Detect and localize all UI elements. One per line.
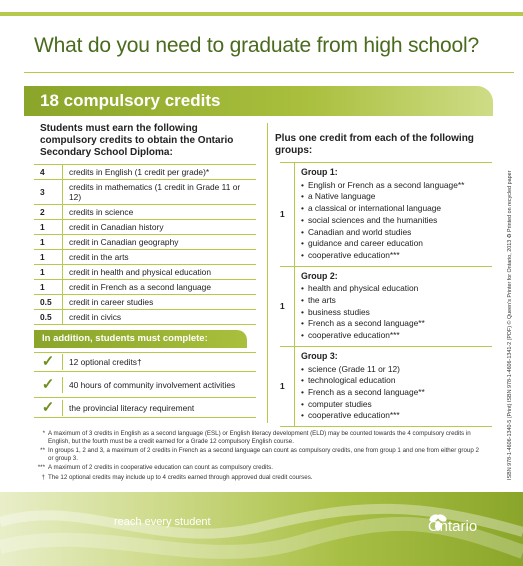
group-title: Group 3: bbox=[301, 350, 338, 361]
group-item: • guidance and career education bbox=[301, 238, 492, 250]
footnote-text: The 12 optional credits may include up to 4 credits earned through approved dual credit courses. bbox=[48, 473, 313, 481]
group-item: • French as a second language** bbox=[301, 318, 492, 330]
credit-row bbox=[34, 265, 256, 280]
footnote-text: A maximum of 2 credits in cooperative education can count as compulsory credits. bbox=[48, 464, 273, 472]
checklist-item bbox=[34, 398, 256, 418]
credit-count: 2 bbox=[40, 207, 45, 217]
footer-tagline: reach every student bbox=[114, 516, 211, 528]
group-credit-count: 1 bbox=[280, 381, 285, 392]
footnote-mark: * bbox=[42, 430, 45, 437]
credit-text: credit in civics bbox=[62, 310, 256, 324]
group-3 bbox=[280, 347, 492, 427]
footnote bbox=[34, 430, 484, 445]
requirements-checklist bbox=[34, 352, 256, 418]
compulsory-credits-banner bbox=[24, 86, 493, 116]
group-item: • English or French as a second language** bbox=[301, 180, 492, 192]
credit-text: credit in Canadian geography bbox=[62, 235, 256, 249]
compulsory-intro: Students must earn the following compulsory credits to obtain the Ontario Secondary School Diploma: bbox=[40, 123, 234, 158]
group-item: • health and physical education bbox=[301, 283, 492, 295]
credit-row bbox=[34, 164, 256, 180]
group-item: • cooperative education*** bbox=[301, 250, 492, 262]
credit-count: 1 bbox=[40, 222, 45, 232]
credit-row bbox=[34, 180, 256, 205]
group-item: • business studies bbox=[301, 307, 492, 319]
credit-text: credit in the arts bbox=[62, 250, 256, 264]
group-item: • social sciences and the humanities bbox=[301, 215, 492, 227]
ontario-logo-text: Ontario bbox=[428, 518, 478, 535]
page-title: What do you need to graduate from high school? bbox=[34, 34, 479, 57]
credit-count: 3 bbox=[40, 187, 45, 197]
publication-info bbox=[500, 150, 514, 480]
credit-count: 4 bbox=[40, 167, 45, 177]
group-credit-count: 1 bbox=[280, 209, 285, 220]
addition-heading: In addition, students must complete: bbox=[42, 333, 208, 344]
group-item: • cooperative education*** bbox=[301, 410, 492, 422]
credit-text: credit in health and physical education bbox=[62, 265, 256, 279]
credit-row bbox=[34, 250, 256, 265]
addition-banner bbox=[34, 330, 247, 348]
credit-row bbox=[34, 205, 256, 220]
group-item: • Canadian and world studies bbox=[301, 227, 492, 239]
credit-text: credits in mathematics (1 credit in Grade 11 or 12) bbox=[62, 180, 256, 204]
credit-text: credits in science bbox=[62, 205, 256, 219]
group-title: Group 1: bbox=[301, 167, 338, 177]
group-credit-count: 1 bbox=[280, 301, 285, 312]
footnote-mark: ** bbox=[40, 447, 45, 455]
credit-row bbox=[34, 220, 256, 235]
credit-row bbox=[34, 235, 256, 250]
group-body bbox=[294, 163, 492, 266]
group-body bbox=[294, 267, 492, 346]
footnote bbox=[34, 464, 484, 472]
checkmark-icon: ✓ bbox=[41, 375, 55, 393]
footnote-mark: *** bbox=[37, 464, 45, 472]
group-body bbox=[294, 347, 492, 426]
group-item: • a classical or international language bbox=[301, 203, 492, 215]
credit-count: 1 bbox=[40, 252, 45, 262]
credit-count: 1 bbox=[40, 282, 45, 292]
credit-row bbox=[34, 280, 256, 295]
group-item: • French as a second language** bbox=[301, 387, 492, 399]
credit-row bbox=[34, 295, 256, 310]
checklist-item bbox=[34, 372, 256, 398]
footnote bbox=[34, 474, 484, 482]
group-item: • science (Grade 11 or 12) bbox=[301, 364, 492, 376]
isbn-text: ISBN 978-1-4606-1340-5 (Print) ISBN 978-1-4606-1341-2 (PDF) © Queen's Printer for Ontario, 2013 ♻ Printed on recycled paper bbox=[507, 170, 513, 480]
banner-text: 18 compulsory credits bbox=[40, 91, 221, 110]
credit-text: credit in career studies bbox=[62, 295, 256, 309]
checklist-text: 40 hours of community involvement activities bbox=[62, 377, 256, 393]
checklist-item bbox=[34, 352, 256, 372]
group-item: • cooperative education*** bbox=[301, 330, 492, 342]
group-title: Group 2: bbox=[301, 270, 338, 281]
credit-row bbox=[34, 310, 256, 325]
group-item: • technological education bbox=[301, 375, 492, 387]
credit-count: 1 bbox=[40, 237, 45, 247]
checkmark-icon: ✓ bbox=[41, 398, 55, 416]
checklist-text: 12 optional credits† bbox=[62, 354, 256, 370]
group-item: • a Native language bbox=[301, 191, 492, 203]
footer-band bbox=[0, 492, 523, 566]
footnote bbox=[34, 447, 484, 462]
title-divider bbox=[24, 72, 514, 73]
checkmark-icon: ✓ bbox=[41, 353, 55, 370]
group-item: • computer studies bbox=[301, 399, 492, 411]
checklist-text: the provincial literacy requirement bbox=[62, 400, 256, 416]
credit-text: credits in English (1 credit per grade)* bbox=[62, 165, 256, 179]
credit-count: 0.5 bbox=[40, 297, 52, 307]
group-2 bbox=[280, 267, 492, 347]
column-divider bbox=[267, 123, 268, 423]
credit-text: credit in French as a second language bbox=[62, 280, 256, 294]
group-item: • the arts bbox=[301, 295, 492, 307]
footnote-text: In groups 1, 2 and 3, a maximum of 2 credits in French as a second language can count as compulsory credits, one from group 1 and one from either group 2 or group 3. bbox=[48, 447, 479, 462]
credits-table bbox=[34, 164, 256, 325]
credit-text: credit in Canadian history bbox=[62, 220, 256, 234]
credit-count: 1 bbox=[40, 267, 45, 277]
groups-intro: Plus one credit from each of the following groups: bbox=[275, 133, 474, 156]
group-1 bbox=[280, 162, 492, 267]
footnote-text: A maximum of 3 credits in English as a second language (ESL) or English literacy development (ELD) may be counted towards the 4 compulsory credits in English, but the fourth must be a credit earned for a Grade 12 compulsory English course. bbox=[48, 430, 471, 445]
credit-count: 0.5 bbox=[40, 312, 52, 322]
footnote-mark: † bbox=[41, 473, 45, 481]
footnotes bbox=[34, 430, 484, 484]
top-rule bbox=[0, 12, 523, 16]
credit-groups bbox=[280, 162, 492, 427]
